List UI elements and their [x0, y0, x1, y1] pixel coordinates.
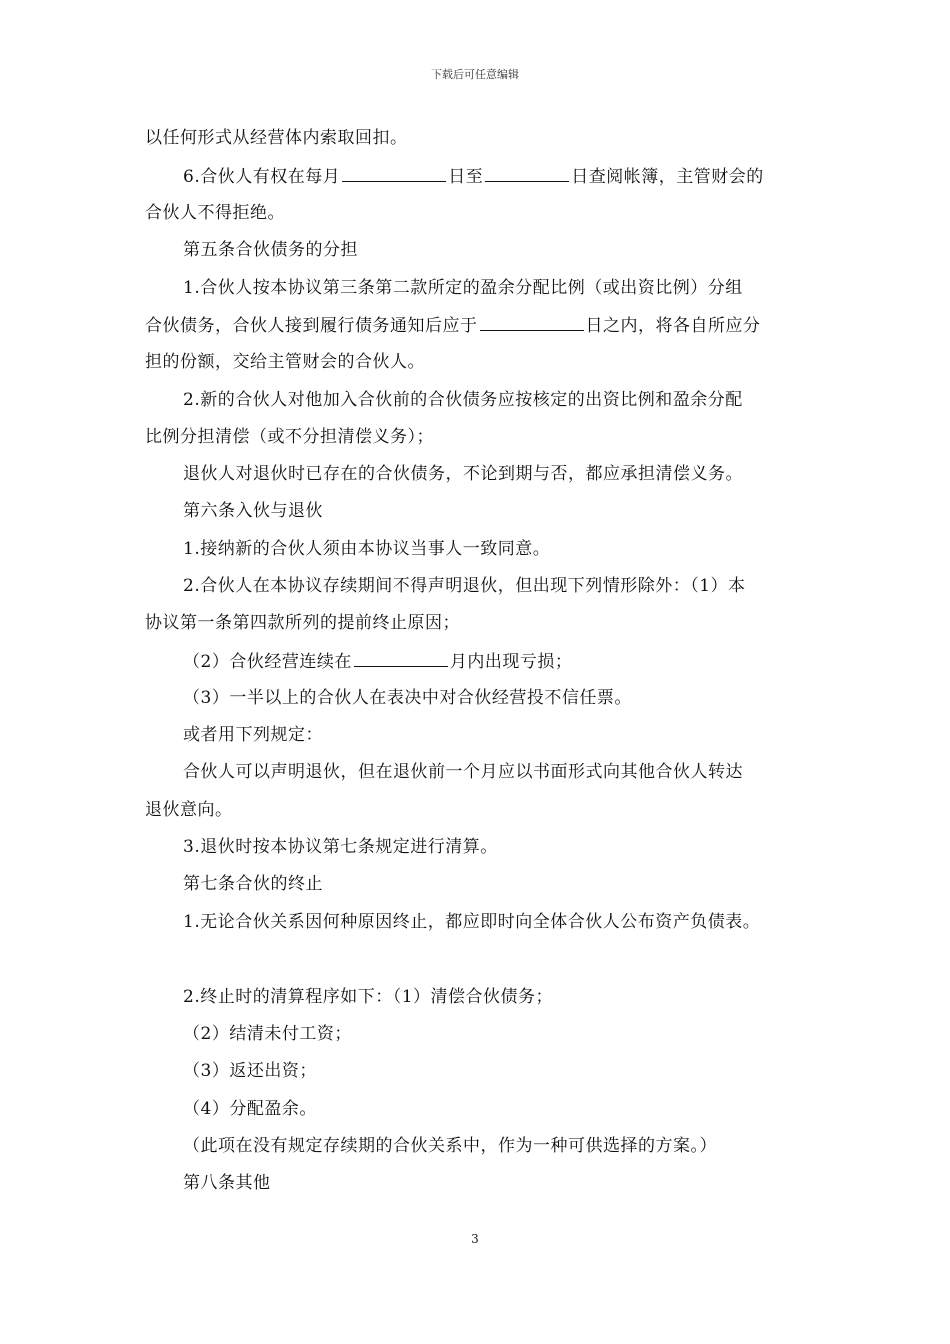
paragraph-line	[183, 651, 572, 672]
paragraph-line: （此项在没有规定存续期的合伙关系中，作为一种可供选择的方案。）	[183, 1136, 717, 1156]
paragraph-line: 退伙人对退伙时已存在的合伙债务，不论到期与否，都应承担清偿义务。	[183, 464, 743, 484]
paragraph-line: 1.无论合伙关系因何种原因终止，都应即时向全体合伙人公布资产负债表。	[183, 912, 761, 932]
text-segment: 合伙债务，合伙人接到履行债务通知后应于	[145, 316, 478, 336]
paragraph-line: 3.退伙时按本协议第七条规定进行清算。	[183, 837, 498, 857]
page-number: 3	[471, 1232, 479, 1246]
fill-in-blank	[342, 166, 446, 182]
fill-in-blank	[354, 651, 448, 667]
paragraph-line: 2.合伙人在本协议存续期间不得声明退伙，但出现下列情形除外：（1）本	[183, 576, 746, 596]
paragraph-line: （4）分配盈余。	[183, 1099, 317, 1119]
paragraph-line: 2.终止时的清算程序如下：（1）清偿合伙债务；	[183, 987, 554, 1007]
paragraph-line: 担的份额，交给主管财会的合伙人。	[145, 352, 425, 372]
text-segment: （2）合伙经营连续在	[183, 652, 352, 672]
section-heading: 第八条其他	[183, 1173, 271, 1193]
section-heading: 第六条入伙与退伙	[183, 501, 323, 521]
paragraph-line: （2）结清未付工资；	[183, 1024, 352, 1044]
paragraph-line: 或者用下列规定：	[183, 725, 323, 745]
text-segment: 日至	[448, 167, 484, 187]
page-header: 下载后可任意编辑	[431, 68, 519, 81]
paragraph-line: 协议第一条第四款所列的提前终止原因；	[145, 613, 460, 633]
paragraph-line: 1.接纳新的合伙人须由本协议当事人一致同意。	[183, 539, 551, 559]
paragraph-line: 1.合伙人按本协议第三条第二款所定的盈余分配比例（或出资比例）分组	[183, 278, 743, 298]
section-heading: 第五条合伙债务的分担	[183, 240, 358, 260]
paragraph-line: （3）返还出资；	[183, 1061, 317, 1081]
paragraph-line: 比例分担清偿（或不分担清偿义务）；	[145, 427, 434, 447]
paragraph-line	[183, 166, 764, 187]
text-segment: 日查阅帐簿，主管财会的	[571, 167, 764, 187]
paragraph-line: （3）一半以上的合伙人在表决中对合伙经营投不信任票。	[183, 688, 632, 708]
paragraph-line: 合伙人不得拒绝。	[145, 203, 285, 223]
fill-in-blank	[485, 166, 569, 182]
section-heading: 第七条合伙的终止	[183, 874, 323, 894]
paragraph-line: 以任何形式从经营体内索取回扣。	[145, 128, 408, 148]
paragraph-line: 退伙意向。	[145, 800, 233, 820]
paragraph-line: 合伙人可以声明退伙，但在退伙前一个月应以书面形式向其他合伙人转达	[183, 762, 743, 782]
fill-in-blank	[480, 315, 584, 331]
paragraph-line: 2.新的合伙人对他加入合伙前的合伙债务应按核定的出资比例和盈余分配	[183, 390, 743, 410]
text-segment: 6.合伙人有权在每月	[183, 167, 341, 187]
paragraph-line	[145, 315, 761, 336]
text-segment: 月内出现亏损；	[449, 652, 573, 672]
text-segment: 日之内，将各自所应分	[585, 316, 761, 336]
